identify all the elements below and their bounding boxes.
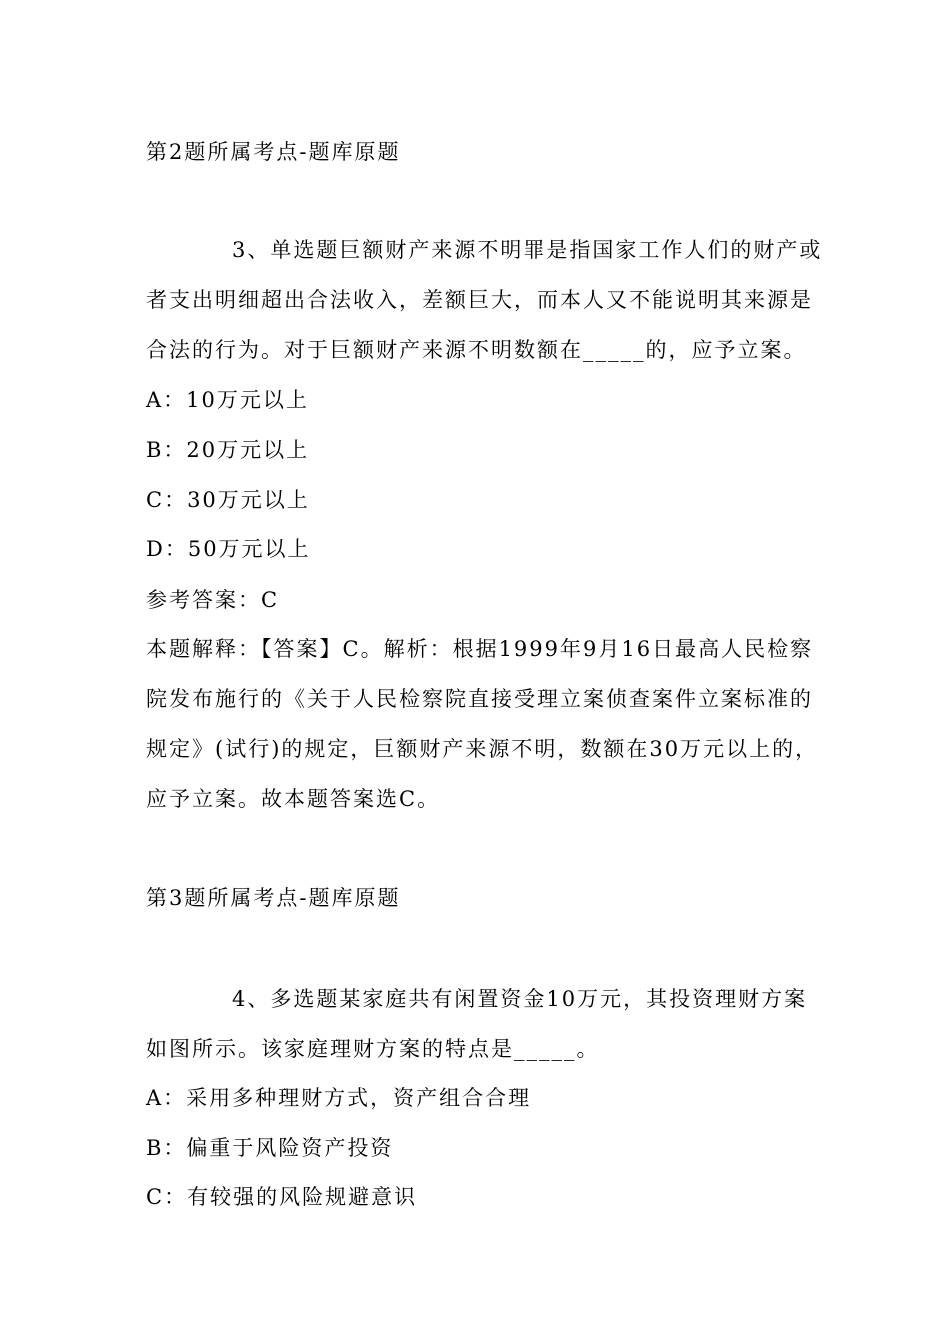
q3-stem-line-1: 3、单选题巨额财产来源不明罪是指国家工作人们的财产或: [232, 238, 823, 262]
q3-explanation-line-2: 院发布施行的《关于人民检察院直接受理立案侦查案件立案标准的: [146, 687, 813, 711]
q3-answer: 参考答案：C: [146, 588, 280, 612]
q4-stem-line-2: 如图所示。该家庭理财方案的特点是_____。: [146, 1037, 600, 1061]
q2-topic-footer: 第2题所属考点-题库原题: [146, 140, 401, 164]
q3-explanation-line-1: 本题解释：【答案】C。解析：根据1999年9月16日最高人民检察: [146, 637, 814, 661]
q3-option-b: B：20万元以上: [146, 438, 310, 462]
q3-explanation-line-3: 规定》(试行)的规定，巨额财产来源不明，数额在30万元以上的，: [146, 737, 819, 761]
q3-topic-footer: 第3题所属考点-题库原题: [146, 886, 401, 910]
q3-option-d: D：50万元以上: [146, 537, 311, 561]
q3-stem-line-3: 合法的行为。对于巨额财产来源不明数额在_____的，应予立案。: [146, 338, 807, 362]
q4-stem-line-1: 4、多选题某家庭共有闲置资金10万元，其投资理财方案: [232, 987, 808, 1011]
q4-option-c: C：有较强的风险规避意识: [146, 1185, 418, 1209]
q3-option-a: A：10万元以上: [146, 388, 309, 412]
q3-option-c: C：30万元以上: [146, 488, 310, 512]
q4-option-b: B：偏重于风险资产投资: [146, 1136, 394, 1160]
q3-explanation-line-4: 应予立案。故本题答案选C。: [146, 787, 441, 811]
q3-stem-line-2: 者支出明细超出合法收入，差额巨大，而本人又不能说明其来源是: [146, 288, 813, 312]
q4-option-a: A：采用多种理财方式，资产组合合理: [146, 1086, 532, 1110]
